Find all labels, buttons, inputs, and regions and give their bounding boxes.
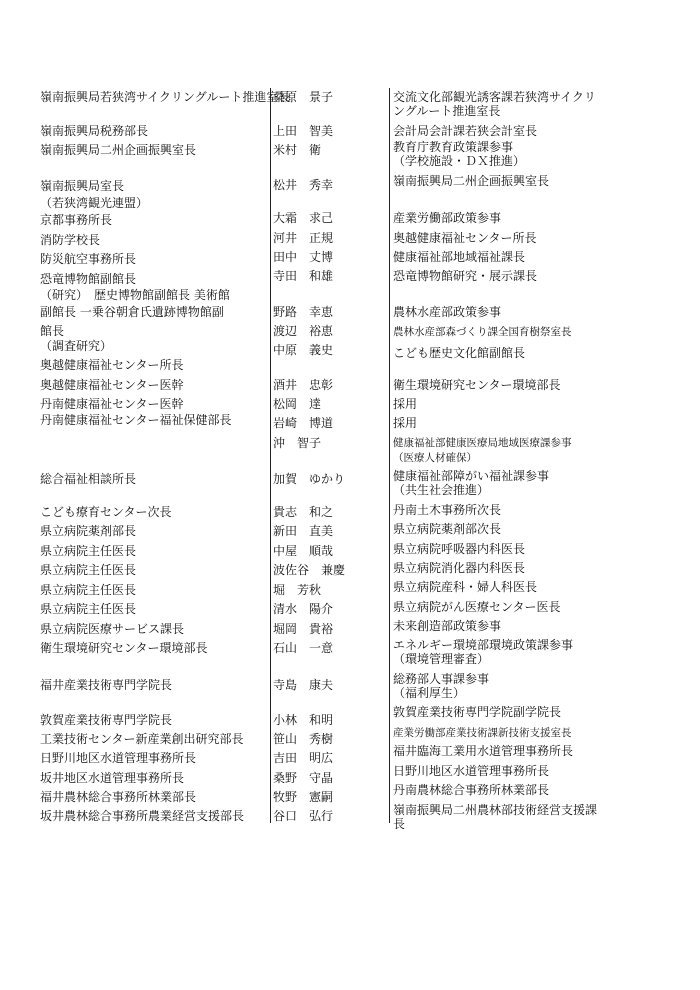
row-18-newpost: 県立病院呼吸器内科医長 [393, 542, 526, 556]
row-12-dept: 丹南健康福祉センター医幹 [40, 397, 184, 411]
row-27-name: 吉田 明広 [273, 751, 334, 765]
row-19-name: 波佐谷 兼慶 [273, 563, 346, 577]
row-18-dept: 県立病院主任医長 [40, 544, 137, 558]
row-9-newpost: 農林水産部森づくり課全国育樹祭室長 [393, 326, 572, 338]
row-28-newpost: 日野川地区水道管理事務所長 [393, 764, 550, 778]
row-26-name: 笹山 秀樹 [273, 732, 334, 746]
row-7-newpost: 恐竜博物館研究・展示課長 [393, 269, 538, 283]
row-25-name: 小林 和明 [273, 713, 334, 727]
row-24-name: 寺島 康夫 [273, 678, 334, 692]
row-13-newpost: 採用 [393, 416, 418, 430]
row-2-dept: 嶺南振興局二州企画振興室長 [40, 143, 197, 157]
row-30-name: 谷口 弘行 [273, 809, 334, 823]
row-10-name: 中原 義史 [273, 343, 334, 357]
row-28-name: 桑野 守晶 [273, 771, 334, 785]
row-3-name: 松井 秀幸 [273, 178, 334, 192]
row-7-name: 寺田 和雄 [273, 269, 334, 283]
row-11-newpost: 衛生環境研究センター環境部長 [393, 378, 561, 392]
row-10-newpost: こども歴史文化館副館長 [393, 346, 526, 360]
row-18-name: 中屋 順哉 [273, 544, 334, 558]
row-29-name: 牧野 憲嗣 [273, 790, 334, 804]
row-0-dept: 嶺南振興局若狭湾サイクリングルート推進室長 [40, 90, 291, 104]
row-23-newpost: エネルギー環境部環境政策課参事 （環境管理審査） [393, 638, 574, 666]
row-26-dept: 工業技術センター新産業創出研究部長 [40, 732, 244, 746]
column-divider-right [389, 88, 390, 823]
row-3-newpost: 嶺南振興局二州企画振興室長 [393, 174, 550, 188]
row-19-newpost: 県立病院消化器内科医長 [393, 561, 526, 575]
row-0-name: 桑原 景子 [273, 90, 334, 104]
row-2-name: 米村 衛 [273, 143, 322, 157]
row-17-dept: 県立病院薬剤部長 [40, 524, 137, 538]
row-17-name: 新田 直美 [273, 524, 334, 538]
row-26-newpost: 産業労働部産業技術課新技術支援室長 [393, 727, 572, 739]
row-30-dept: 坂井農林総合事務所農業経営支援部長 [40, 809, 245, 823]
row-0-newpost: 交流文化部観光誘客課若狭湾サイクリングルート推進室長 [393, 90, 596, 118]
row-11-dept: 奥越健康福祉センター医幹 [40, 378, 184, 392]
row-22-dept: 県立病院医療サービス課長 [40, 622, 185, 636]
row-13-name: 岩崎 博道 [273, 416, 334, 430]
row-25-dept: 敦賀産業技術専門学院長 [40, 713, 173, 727]
row-8-dept: 副館長 一乗谷朝倉氏遺跡博物館副 [40, 305, 224, 319]
row-20-name: 堀 芳秋 [273, 583, 322, 597]
row-22-name: 堀岡 貴裕 [273, 622, 334, 636]
row-12-newpost: 採用 [393, 397, 418, 411]
row-9-dept: 館長 （調査研究） [40, 324, 113, 353]
row-14-name: 沖 智子 [273, 436, 322, 450]
row-1-newpost: 会計局会計課若狭会計室長 [393, 124, 538, 138]
row-8-newpost: 農林水産部政策参事 [393, 305, 502, 319]
row-13-dept: 丹南健康福祉センター福祉保健部長 [40, 413, 232, 427]
row-10-dept: 奥越健康福祉センター所長 [40, 358, 184, 372]
row-23-name: 石山 一意 [273, 641, 334, 655]
row-27-dept: 日野川地区水道管理事務所長 [40, 751, 197, 765]
row-4-dept: 京都事務所長 [40, 213, 113, 227]
row-21-dept: 県立病院主任医長 [40, 602, 137, 616]
row-3-dept: 嶺南振興局室長 （若狭湾観光連盟） [40, 179, 149, 210]
row-29-dept: 福井農林総合事務所林業部長 [40, 790, 197, 804]
row-21-name: 清水 陽介 [273, 602, 334, 616]
column-divider-left [270, 88, 271, 823]
row-6-name: 田中 丈博 [273, 250, 334, 264]
row-1-name: 上田 智美 [273, 124, 334, 138]
row-19-dept: 県立病院主任医長 [40, 563, 137, 577]
row-5-name: 河井 正規 [273, 231, 334, 245]
row-29-newpost: 丹南農林総合事務所林業部長 [393, 783, 550, 797]
row-24-newpost: 総務部人事課参事 （福利厚生） [393, 672, 490, 700]
row-17-newpost: 県立病院薬剤部次長 [393, 522, 502, 536]
row-27-newpost: 福井臨海工業用水道管理事務所長 [393, 744, 574, 758]
row-7-dept: 恐竜博物館副館長 （研究） 歴史博物館副館長 美術館 [40, 272, 230, 302]
row-20-dept: 県立病院主任医長 [40, 583, 137, 597]
row-15-dept: 総合福祉相談所長 [40, 472, 137, 486]
row-2-newpost: 教育庁教育政策課参事 （学校施設・ＤＸ推進） [393, 140, 526, 168]
row-14-newpost: 健康福祉部健康医療局地域医療課参事 （医療人材確保） [393, 437, 572, 464]
row-16-name: 貴志 和之 [273, 505, 334, 519]
row-23-dept: 衛生環境研究センター環境部長 [40, 641, 208, 655]
row-5-newpost: 奥越健康福祉センター所長 [393, 231, 537, 245]
row-1-dept: 嶺南振興局税務部長 [40, 124, 149, 138]
row-24-dept: 福井産業技術専門学院長 [40, 678, 173, 692]
row-21-newpost: 県立病院がん医療センター医長 [393, 600, 561, 614]
row-30-newpost: 嶺南振興局二州農林部技術経営支援課長 [393, 803, 598, 831]
row-6-newpost: 健康福祉部地域福祉課長 [393, 250, 526, 264]
row-25-newpost: 敦賀産業技術専門学院副学院長 [393, 705, 562, 719]
row-16-newpost: 丹南土木事務所次長 [393, 503, 502, 517]
row-12-name: 松岡 達 [273, 397, 322, 411]
row-9-name: 渡辺 裕恵 [273, 324, 334, 338]
row-11-name: 酒井 忠彰 [273, 378, 334, 392]
row-15-name: 加賀 ゆかり [273, 472, 346, 486]
row-28-dept: 坂井地区水道管理事務所長 [40, 771, 185, 785]
row-4-name: 大霜 求己 [273, 211, 334, 225]
row-4-newpost: 産業労働部政策参事 [393, 211, 502, 225]
row-8-name: 野路 幸恵 [273, 305, 334, 319]
row-20-newpost: 県立病院産科・婦人科医長 [393, 580, 538, 594]
row-6-dept: 防災航空事務所長 [40, 252, 137, 266]
row-15-newpost: 健康福祉部障がい福祉課参事 （共生社会推進） [393, 469, 550, 497]
row-22-newpost: 未来創造部政策参事 [393, 619, 502, 633]
row-5-dept: 消防学校長 [40, 233, 101, 247]
row-16-dept: こども療育センター次長 [40, 505, 172, 519]
